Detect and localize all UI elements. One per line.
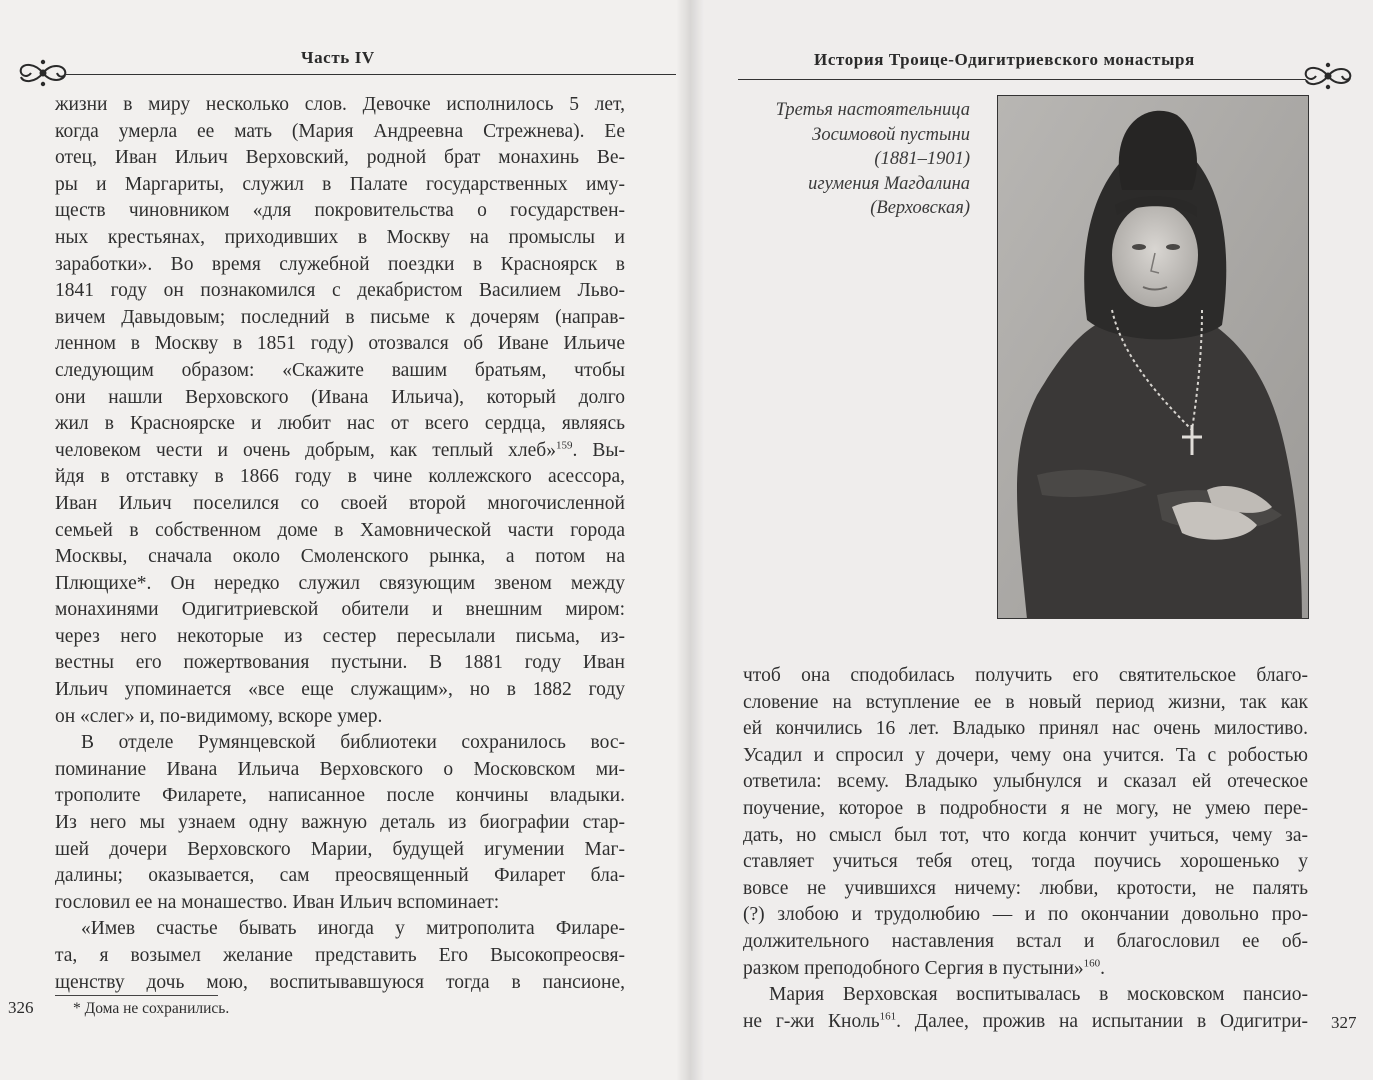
abbess-portrait-photo [997, 95, 1309, 619]
text-line: гословил ее на монашество. Иван Ильич вспоминает: [55, 891, 500, 913]
text-line: жизни в миру несколько слов. Девочке исполнилось 5 лет, [55, 94, 625, 115]
note-ref-159: 159 [555, 439, 573, 452]
text-line: Из него мы узнаем одну важную деталь из биографии стар- [55, 812, 625, 834]
text-line-with-note: разком преподобного Сергия в пустыни»$^{160}$. [743, 957, 1106, 979]
left-ornament-icon [15, 55, 71, 91]
text-line: словение на вступление ее в новый период жизни, так как [743, 691, 1308, 713]
text-line-part: разком преподобного Сергия в пустыни» [743, 957, 1084, 979]
text-line: далины; оказывается, сам преосвященный Филарет бла- [55, 865, 625, 887]
left-page-number: 326 [8, 998, 34, 1017]
text-line-part: человеком чести и очень добрым, как теплый хлеб» [55, 439, 556, 461]
text-line: щенству дочь мою, воспитывавшуюся тогда в пансионе, [55, 971, 625, 993]
text-line: Плющихе*. Он нередко служил связующим звеном между [55, 572, 625, 594]
text-line: поминание Ивана Ильича Верховского о Московском ми- [55, 758, 625, 780]
text-line: когда умерла ее мать (Мария Андреевна Стрежнева). Ее [55, 120, 625, 142]
footnote-rule [55, 995, 218, 996]
caption-line: игумения Магдалина [808, 173, 970, 194]
text-line: Ильич упоминается «все еще служащим», но в 1882 году [55, 679, 625, 701]
caption-line: Третья настоятельница [775, 100, 970, 120]
text-line-part: не г-жи Кноль [743, 1010, 880, 1032]
text-line: та, я возымел желание представить Его Высокопреосвя- [55, 945, 625, 966]
text-line: он «слег» и, по-видимому, вскоре умер. [55, 705, 383, 727]
right-ornament-icon [1300, 58, 1356, 94]
text-line-part: . Далее, прожив на испытании в Одигитри- [896, 1010, 1308, 1032]
text-line: вовсе не учившихся ничему: любви, кротости, не палять [743, 877, 1308, 899]
text-line: заработки». Во время служебной поездки в Красноярск в [55, 253, 625, 275]
text-line: В отделе Румянцевской библиотеки сохранилось вос- [81, 732, 625, 754]
text-line: трополите Филарете, написанное после кончины владыки. [55, 785, 625, 807]
text-line: шей дочери Верховского Марии, будущей игумении Маг- [55, 838, 625, 860]
left-header-rule [66, 74, 676, 75]
left-body-text [55, 92, 625, 996]
text-line: ных крестьянах, приходивших в Москву на промыслы и [55, 226, 625, 248]
text-line: вичем Давыдовым; последний в письме к дочерям (направ- [55, 306, 625, 328]
caption-line: Зосимовой пустыни [812, 124, 970, 145]
text-line: жил в Красноярске и любит нас от всего сердца, являясь [55, 413, 625, 435]
right-running-head: История Троице-Одигитриевского монастыря [814, 50, 1195, 69]
text-line: ленном в Москву в 1851 году) отозвался об Иване Ильиче [55, 333, 625, 355]
text-line-with-note [55, 438, 625, 465]
text-line: семьей в собственном доме в Хамовнической части города [55, 519, 625, 541]
caption-line: (Верховская) [870, 198, 970, 218]
text-line: они нашли Верховского (Ивана Ильича), который долго [55, 386, 625, 408]
text-line: поучение, которое в подробности я не могу, не умею пере- [743, 797, 1308, 819]
text-line-part: . Вы- [572, 439, 625, 461]
text-line: должительного наставления встал и благословил ее об- [743, 930, 1308, 952]
text-line: ставляет учиться тебя отец, тогда поучись хорошенько у [743, 851, 1308, 873]
text-line: ей кончились 16 лет. Владыко принял нас очень милостиво. [743, 718, 1308, 740]
footnote: * Дома не сохранились. [73, 1000, 230, 1017]
text-line: йдя в отставку в 1866 году в чине коллежского асессора, [55, 466, 625, 488]
text-line: монахинями Одигитриевской обители и внешним миром: [55, 599, 625, 621]
text-line: вестны его пожертвования пустыни. В 1881 году Иван [55, 652, 625, 674]
text-line: «Имев счастье бывать иногда у митрополита Филаре- [81, 918, 625, 940]
photo-caption [735, 98, 970, 221]
text-line: через него некоторые из сестер пересылали письма, из- [55, 625, 625, 647]
text-line: следующим образом: «Скажите вашим братьям, чтобы [55, 359, 625, 381]
text-line: дать, но смысл был тот, что когда кончит учиться, чему за- [743, 824, 1308, 846]
text-line: (?) злобою и трудолюбию — и по окончании довольно про- [743, 904, 1308, 926]
text-line: Усадил и спросил у дочери, чему она учится. Та с робостью [743, 744, 1308, 766]
right-body-text [743, 663, 1308, 1035]
text-line: Москвы, сначала около Смоленского рынка, а потом на [55, 546, 625, 568]
text-line: ществ чиновником «для покровительства о государствен- [55, 200, 625, 222]
note-ref-161: 161 [879, 1010, 897, 1023]
note-ref-160: 160 [1083, 957, 1101, 970]
text-line: отец, Иван Ильич Верховский, родной брат монахинь Ве- [55, 147, 625, 169]
right-header-rule [738, 79, 1306, 80]
right-page-number: 327 [1331, 1013, 1357, 1032]
caption-line: (1881–1901) [874, 149, 970, 169]
text-line: ответила: всему. Владыко улыбнулся и сказал ей отеческое [743, 771, 1308, 793]
book-gutter [676, 0, 704, 1080]
text-line: Мария Верховская воспитывалась в московском пансио- [769, 984, 1308, 1006]
text-line: 1841 году он познакомился с декабристом Василием Льво- [55, 280, 625, 302]
text-line-with-note [743, 1009, 1308, 1036]
left-running-head: Часть IV [301, 48, 375, 67]
text-line: Иван Ильич поселился со своей второй многочисленной [55, 492, 625, 514]
text-line: чтоб она сподобилась получить его святительское благо- [743, 665, 1308, 686]
text-line: ры и Маргариты, служил в Палате государственных иму- [55, 173, 625, 195]
